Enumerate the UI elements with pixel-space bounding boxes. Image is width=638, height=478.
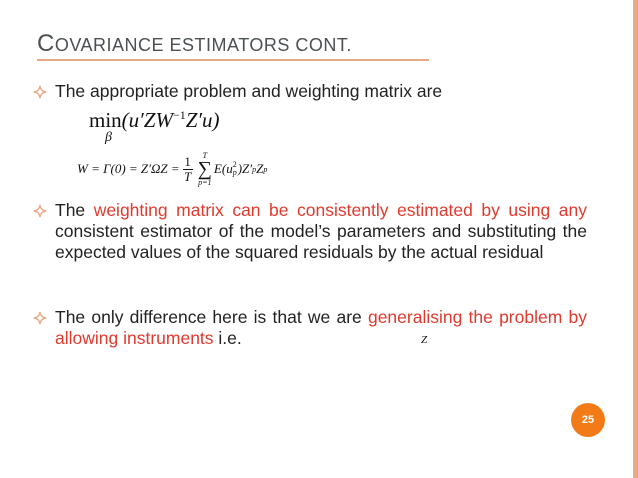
formula2-term-rest: )Z′ bbox=[237, 161, 253, 176]
formula-weighting-matrix bbox=[77, 146, 267, 192]
formula2-fraction bbox=[183, 155, 193, 184]
sum-lower-limit: p=1 bbox=[198, 178, 212, 187]
sum-symbol: ∑ bbox=[197, 158, 212, 180]
formula-inverse-sup: −1 bbox=[172, 108, 186, 122]
slide-title bbox=[37, 30, 352, 58]
fraction-denominator: T bbox=[184, 168, 192, 184]
formula2-z2: Z bbox=[256, 161, 264, 176]
bullet-2-highlight: weighting matrix can be consistently estimated by using any bbox=[93, 200, 587, 220]
formula2-term: E(u bbox=[213, 161, 233, 176]
formula-min: min bbox=[89, 108, 122, 132]
z2-subscript: p bbox=[263, 164, 268, 174]
formula-min-problem bbox=[89, 108, 220, 145]
u-subscript: p bbox=[232, 168, 237, 177]
formula-min-subscript: β bbox=[105, 130, 112, 145]
u-superscript: 2 bbox=[232, 160, 237, 169]
formula2-lhs: W = Γ(0) = Z′ΩZ = bbox=[77, 161, 180, 176]
slide-right-accent-bar bbox=[633, 0, 638, 478]
formula2-u-scripts bbox=[233, 161, 237, 177]
formula2-summation bbox=[198, 151, 212, 187]
formula-rest: Z′u) bbox=[185, 108, 220, 132]
bullet-2-segment: consistent estimator of the model’s parameters and substituting the expected values of the squared residuals by the actual residual bbox=[55, 221, 587, 262]
formula-body: (u′ZW bbox=[121, 108, 173, 132]
bullet-3-segment: The only difference here is that we are bbox=[55, 307, 368, 327]
page-number-badge: 25 bbox=[571, 403, 605, 437]
bullet-icon bbox=[32, 203, 48, 219]
bullet-3-highlight: generalising the problem by allowing instruments bbox=[55, 307, 587, 348]
bullet-1-text: The appropriate problem and weighting matrix are bbox=[55, 81, 443, 101]
slide-title-initial: C bbox=[37, 30, 55, 57]
bullet-icon bbox=[32, 310, 48, 326]
sum-upper-limit: T bbox=[202, 151, 208, 160]
inline-instrument-z: Z bbox=[421, 334, 428, 346]
bullet-2-text bbox=[55, 200, 587, 263]
z1-subscript: p bbox=[252, 164, 257, 174]
slide-title-rest: OVARIANCE ESTIMATORS CONT. bbox=[54, 35, 352, 55]
title-underline bbox=[37, 59, 429, 61]
bullet-3-segment: i.e. bbox=[213, 328, 242, 348]
bullet-2-segment: The bbox=[55, 200, 94, 220]
fraction-numerator: 1 bbox=[184, 153, 191, 169]
bullet-3-text bbox=[55, 307, 587, 349]
bullet-icon bbox=[32, 84, 48, 100]
